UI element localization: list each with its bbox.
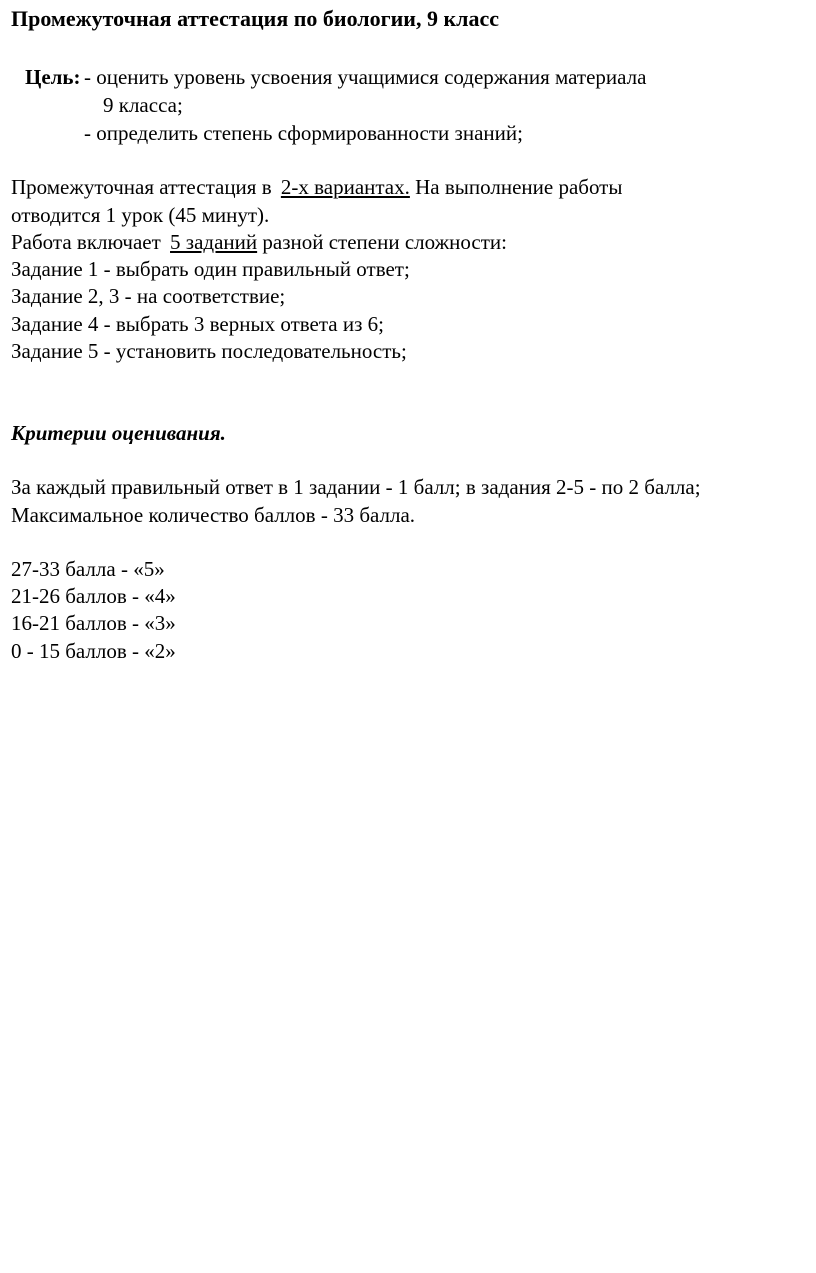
intro-line-3-prefix: Работа включает	[11, 230, 161, 254]
intro-line-1-prefix: Промежуточная аттестация в	[11, 175, 272, 199]
goal-item-1-continuation: 9 класса;	[103, 93, 183, 117]
task-item: Задание 4 - выбрать 3 верных ответа из 6;	[11, 312, 384, 336]
intro-line-3-suffix: разной степени сложности:	[262, 230, 507, 254]
task-item: Задание 1 - выбрать один правильный ответ;	[11, 257, 410, 281]
intro-tasks-count: 5 заданий	[170, 230, 258, 254]
criteria-heading: Критерии оценивания.	[11, 421, 226, 445]
document-title: Промежуточная аттестация по биологии, 9 класс	[11, 6, 500, 31]
intro-line-3	[11, 229, 507, 256]
intro-line-1-suffix: На выполнение работы	[415, 175, 623, 199]
grade-item: 16-21 баллов - «3»	[11, 611, 176, 635]
grade-item: 21-26 баллов - «4»	[11, 584, 176, 608]
criteria-line-2: Максимальное количество баллов - 33 балла.	[11, 503, 416, 527]
intro-line-2: отводится 1 урок (45 минут).	[11, 203, 270, 227]
task-item: Задание 2, 3 - на соответствие;	[11, 284, 286, 308]
task-item: Задание 5 - установить последовательность;	[11, 339, 407, 363]
goal-item-2: - определить степень сформированности знаний;	[84, 121, 523, 145]
goal-item-1: - оценить уровень усвоения учащимися содержания материала	[84, 65, 647, 89]
grade-item: 0 - 15 баллов - «2»	[11, 639, 176, 663]
grade-item: 27-33 балла - «5»	[11, 557, 165, 581]
goal-label: Цель:	[25, 65, 81, 89]
intro-line-1	[11, 174, 622, 201]
criteria-line-1: За каждый правильный ответ в 1 задании - 1 балл; в задания 2-5 - по 2 балла;	[11, 475, 701, 499]
intro-variants: 2-х вариантах.	[280, 175, 410, 199]
